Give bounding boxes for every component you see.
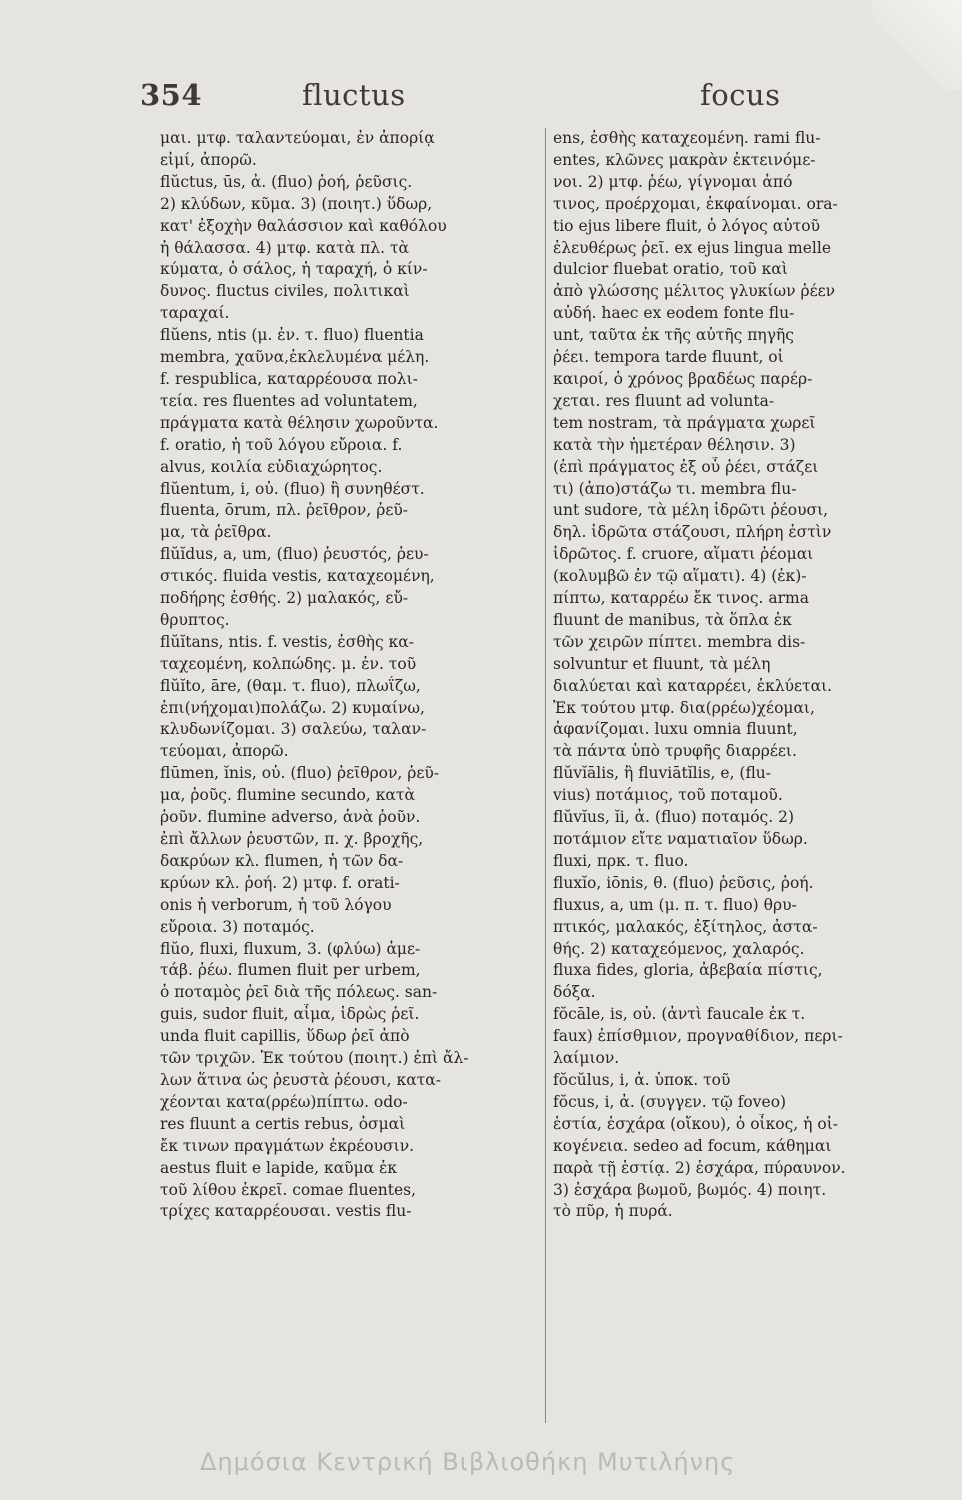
text-line: τι) (ἀπο)στάζω τι. membra flu-: [553, 479, 797, 498]
text-line: τεία. res fluentes ad voluntatem,: [160, 391, 418, 410]
text-line: ἐπι(νήχομαι)πολάζω. 2) κυμαίνω,: [160, 698, 425, 717]
text-line: flŭo, fluxi, fluxum, 3. (φλύω) ἀμε-: [160, 939, 421, 958]
text-line: τινος, προέρχομαι, ἐκφαίνομαι. ora-: [553, 194, 838, 213]
text-line: flŭvĭus, ĭi, ἀ. (fluo) ποταμός. 2): [553, 808, 794, 827]
text-line: flŭens, ntis (μ. ἐν. τ. fluo) fluentia: [160, 326, 424, 345]
text-line: fluxa fides, gloria, ἀβεβαία πίστις,: [553, 961, 823, 980]
text-line: ἔκ τινων πραγμάτων ἐκρέουσιν.: [160, 1136, 415, 1155]
text-line: fluenta, ōrum, πλ. ῥεῖθρον, ῥεῦ-: [160, 501, 409, 520]
text-line: flŭĭdus, a, um, (fluo) ῥευστός, ῥευ-: [160, 545, 429, 564]
text-line: κατ' ἐξοχὴν θαλάσσιον καὶ καθόλου: [160, 216, 447, 235]
text-line: ταραχαί.: [160, 304, 230, 323]
text-line: 3) ἐσχάρα βωμοῦ, βωμός. 4) ποιητ.: [553, 1180, 827, 1199]
right-column: [553, 128, 929, 1428]
text-line: χέονται κατα(ρρέω)πίπτω. odo-: [160, 1092, 408, 1111]
text-line: flŭĭto, āre, (θαμ. τ. fluo), πλωΐζω,: [160, 676, 421, 695]
text-line: τὸ πῦρ, ἡ πυρά.: [553, 1202, 673, 1221]
text-line: λων ἅτινα ὡς ῥευστὰ ῥέουσι, κατα-: [160, 1070, 441, 1089]
text-line: μαι. μτφ. ταλαντεύομαι, ἐν ἀπορίᾳ: [160, 129, 435, 147]
page-corner: [872, 0, 962, 90]
text-line: membra, χαῦνα,ἐκλελυμένα μέλη.: [160, 348, 430, 367]
left-running-head: fluctus: [302, 78, 406, 112]
column-divider: [545, 128, 546, 1423]
text-line: θρυπτος.: [160, 610, 230, 629]
text-line: aestus fluit e lapide, καῦμα ἐκ: [160, 1158, 398, 1177]
text-line: unda fluit capillis, ὕδωρ ῥεῖ ἀπὸ: [160, 1027, 410, 1046]
text-line: onis ἡ verborum, ἡ τοῦ λόγου: [160, 895, 392, 914]
text-line: παρὰ τῇ ἑστίᾳ. 2) ἐσχάρα, πύραυνον.: [553, 1158, 846, 1177]
text-line: flŭvĭālis, ἢ fluviātĭlis, e, (flu-: [553, 764, 772, 783]
text-line: ἡ θάλασσα. 4) μτφ. κατὰ πλ. τὰ: [160, 238, 410, 257]
text-line: unt sudore, τὰ μέλη ἱδρῶτι ῥέουσι,: [553, 501, 829, 520]
text-line: εὔροια. 3) ποταμός.: [160, 917, 315, 936]
text-line: δόξα.: [553, 983, 596, 1002]
text-line: f. oratio, ἡ τοῦ λόγου εὔροια. f.: [160, 435, 403, 454]
text-line: κρύων κλ. ῥοή. 2) μτφ. f. orati-: [160, 873, 400, 892]
text-line: fŏcŭlus, i, ἀ. ὑποκ. τοῦ: [553, 1070, 731, 1089]
text-line: tem nostram, τὰ πράγματα χωρεῖ: [553, 413, 816, 432]
library-watermark: Δημόσια Κεντρική Βιβλιοθήκη Μυτιλήνης: [200, 1448, 736, 1476]
text-line: (ἐπὶ πράγματος ἐξ οὗ ῥέει, στάζει: [553, 457, 819, 476]
text-line: fŏcus, i, ἀ. (συγγεν. τῷ foveo): [553, 1092, 787, 1111]
text-line: δακρύων κλ. flumen, ἡ τῶν δα-: [160, 851, 404, 870]
text-line: ἀφανίζομαι. luxu omnia fluunt,: [553, 720, 798, 739]
page-header: [140, 78, 805, 118]
text-line: πράγματα κατὰ θέλησιν χωροῦντα.: [160, 413, 439, 432]
text-line: faux) ἐπίσθμιον, προγναθίδιον, περι-: [553, 1027, 843, 1046]
text-line: fŏcāle, is, οὐ. (ἀντὶ faucale ἐκ τ.: [553, 1005, 806, 1024]
text-line: ταχεομένη, κολπώδης. μ. ἐν. τοῦ: [160, 654, 417, 673]
text-line: 2) κλύδων, κῦμα. 3) (ποιητ.) ὕδωρ,: [160, 194, 433, 213]
text-line: fluxĭo, iōnis, θ. (fluo) ῥεῦσις, ῥοή.: [553, 873, 814, 892]
text-line: δυνος. fluctus civiles, πολιτικαὶ: [160, 282, 410, 301]
text-line: πίπτω, καταρρέω ἔκ τινος. arma: [553, 589, 809, 608]
text-line: (κολυμβῶ ἐν τῷ αἵματι). 4) (ἐκ)-: [553, 567, 807, 586]
text-line: fluxus, a, um (μ. π. τ. fluo) θρυ-: [553, 895, 797, 914]
text-line: κύματα, ὁ σάλος, ἡ ταραχή, ὁ κίν-: [160, 260, 428, 279]
text-line: flŭĭtans, ntis. f. vestis, ἐσθὴς κα-: [160, 632, 414, 651]
text-line: ποδήρης ἐσθής. 2) μαλακός, εὔ-: [160, 589, 409, 608]
text-line: fluunt de manibus, τὰ ὅπλα ἐκ: [553, 610, 792, 629]
text-line: στικός. fluida vestis, καταχεομένη,: [160, 567, 435, 586]
text-line: διαλύεται καὶ καταρρέει, ἐκλύεται.: [553, 676, 833, 695]
text-line: αὐδή. haec ex eodem fonte flu-: [553, 304, 795, 323]
text-line: vius) ποτάμιος, τοῦ ποταμοῦ.: [553, 786, 783, 805]
text-line: μα, ῥοῦς. flumine secundo, κατὰ: [160, 786, 415, 805]
text-line: λαίμιον.: [553, 1049, 620, 1068]
text-line: flŭctus, ūs, ἀ. (fluo) ῥοή, ῥεῦσις.: [160, 172, 413, 191]
text-line: ῥοῦν. flumine adverso, ἀνὰ ῥοῦν.: [160, 808, 421, 827]
text-line: ποτάμιον εἴτε ναματιαῖον ὕδωρ.: [553, 830, 808, 848]
text-line: νοι. 2) μτφ. ῥέω, γίγνομαι ἀπό: [553, 172, 793, 191]
text-line: solvuntur et fluunt, τὰ μέλη: [553, 654, 771, 673]
text-line: f. respublica, καταρρέουσα πολι-: [160, 369, 418, 388]
text-line: χεται. res fluunt ad volunta-: [553, 391, 775, 410]
text-line: κογένεια. sedeo ad focum, κάθημαι: [553, 1136, 832, 1155]
text-line: θής. 2) καταχεόμενος, χαλαρός.: [553, 939, 805, 958]
text-line: unt, ταῦτα ἐκ τῆς αὐτῆς πηγῆς: [553, 326, 794, 345]
text-line: ἐλευθέρως ῥεῖ. ex ejus lingua melle: [553, 238, 832, 257]
left-column: [160, 128, 540, 1428]
text-line: tio ejus libere fluit, ὁ λόγος αὐτοῦ: [553, 216, 821, 235]
text-line: ἱδρῶτος. f. cruore, αἵματι ῥέομαι: [553, 545, 814, 564]
text-line: res fluunt a certis rebus, ὀσμαὶ: [160, 1114, 406, 1133]
text-line: εἰμί, ἀπορῶ.: [160, 150, 257, 169]
text-line: τρίχες καταρρέουσαι. vestis flu-: [160, 1202, 412, 1221]
text-line: ἐπὶ ἄλλων ῥευστῶν, π. χ. βροχῆς,: [160, 830, 424, 848]
page-number: 354: [140, 78, 203, 112]
text-line: flūmen, ĭnis, οὐ. (fluo) ῥεῖθρον, ῥεῦ-: [160, 764, 440, 783]
text-line: τὰ πάντα ὑπὸ τρυφῆς διαρρέει.: [553, 742, 797, 761]
text-line: Ἐκ τούτου μτφ. δια(ρρέω)χέομαι,: [553, 698, 815, 717]
text-line: τεύομαι, ἀπορῶ.: [160, 742, 289, 761]
text-line: τῶν τριχῶν. Ἐκ τούτου (ποιητ.) ἐπὶ ἄλ-: [160, 1049, 469, 1068]
text-line: τοῦ λίθου ἐκρεῖ. comae fluentes,: [160, 1180, 417, 1199]
text-line: πτικός, μαλακός, ἐξίτηλος, ἀστα-: [553, 917, 818, 936]
text-line: ἑστία, ἐσχάρα (οἴκου), ὁ οἶκος, ἡ οἰ-: [553, 1114, 839, 1133]
text-line: δηλ. ἱδρῶτα στάζουσι, πλήρη ἐστὶν: [553, 523, 832, 542]
text-line: τῶν χειρῶν πίπτει. membra dis-: [553, 632, 806, 651]
right-running-head: focus: [700, 78, 781, 112]
text-line: fluxi, πρκ. τ. fluo.: [553, 851, 689, 870]
text-line: ῥέει. tempora tarde fluunt, οἱ: [553, 348, 784, 367]
text-line: flŭentum, i, οὐ. (fluo) ἢ συνηθέστ.: [160, 479, 425, 498]
text-line: ἀπὸ γλώσσης μέλιτος γλυκίων ῥέεν: [553, 282, 836, 301]
text-line: guis, sudor fluit, αἷμα, ἱδρὼς ῥεῖ.: [160, 1005, 420, 1024]
text-line: τάβ. ῥέω. flumen fluit per urbem,: [160, 961, 421, 980]
text-line: alvus, κοιλία εὐδιαχώρητος.: [160, 457, 383, 476]
text-line: ens, ἐσθὴς καταχεομένη. rami flu-: [553, 129, 821, 147]
text-line: dulcior fluebat oratio, τοῦ καὶ: [553, 260, 788, 279]
text-line: κλυδωνίζομαι. 3) σαλεύω, ταλαν-: [160, 720, 427, 739]
text-line: κατὰ τὴν ἡμετέραν θέλησιν. 3): [553, 435, 796, 454]
text-line: entes, κλῶνες μακρὰν ἐκτεινόμε-: [553, 150, 816, 169]
text-line: μα, τὰ ῥεῖθρα.: [160, 523, 272, 542]
text-line: ὁ ποταμὸς ῥεῖ διὰ τῆς πόλεως. san-: [160, 983, 438, 1002]
text-line: καιροί, ὁ χρόνος βραδέως παρέρ-: [553, 369, 813, 388]
